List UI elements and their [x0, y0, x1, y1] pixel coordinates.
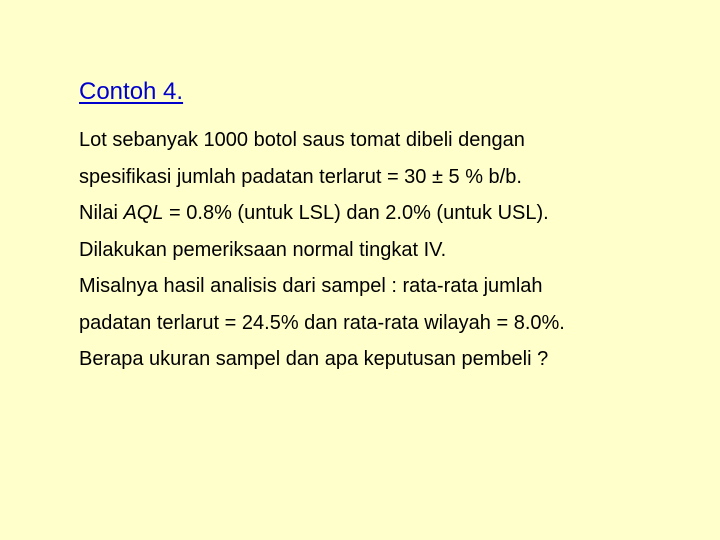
body-line-6: padatan terlarut = 24.5% dan rata-rata wilayah = 8.0%.: [79, 311, 565, 334]
body-line-1: Lot sebanyak 1000 botol saus tomat dibeli dengan: [79, 129, 525, 151]
body-line-5: Misalnya hasil analisis dari sampel : rata-rata jumlah: [79, 275, 543, 297]
aql-term: AQL: [123, 202, 164, 224]
slide-title: Contoh 4.: [79, 78, 184, 105]
body-line-2: spesifikasi jumlah padatan terlarut = 30 ± 5 % b/b.: [79, 165, 522, 188]
body-line-3: [79, 195, 709, 232]
body-line-4: Dilakukan pemeriksaan normal tingkat IV.: [79, 238, 447, 261]
body-line-3-suffix: = 0.8% (untuk LSL) dan 2.0% (untuk USL).: [163, 202, 549, 224]
slide-body: [79, 122, 709, 378]
body-line-3-prefix: Nilai: [79, 202, 124, 224]
body-line-7: Berapa ukuran sampel dan apa keputusan pembeli ?: [79, 348, 549, 370]
